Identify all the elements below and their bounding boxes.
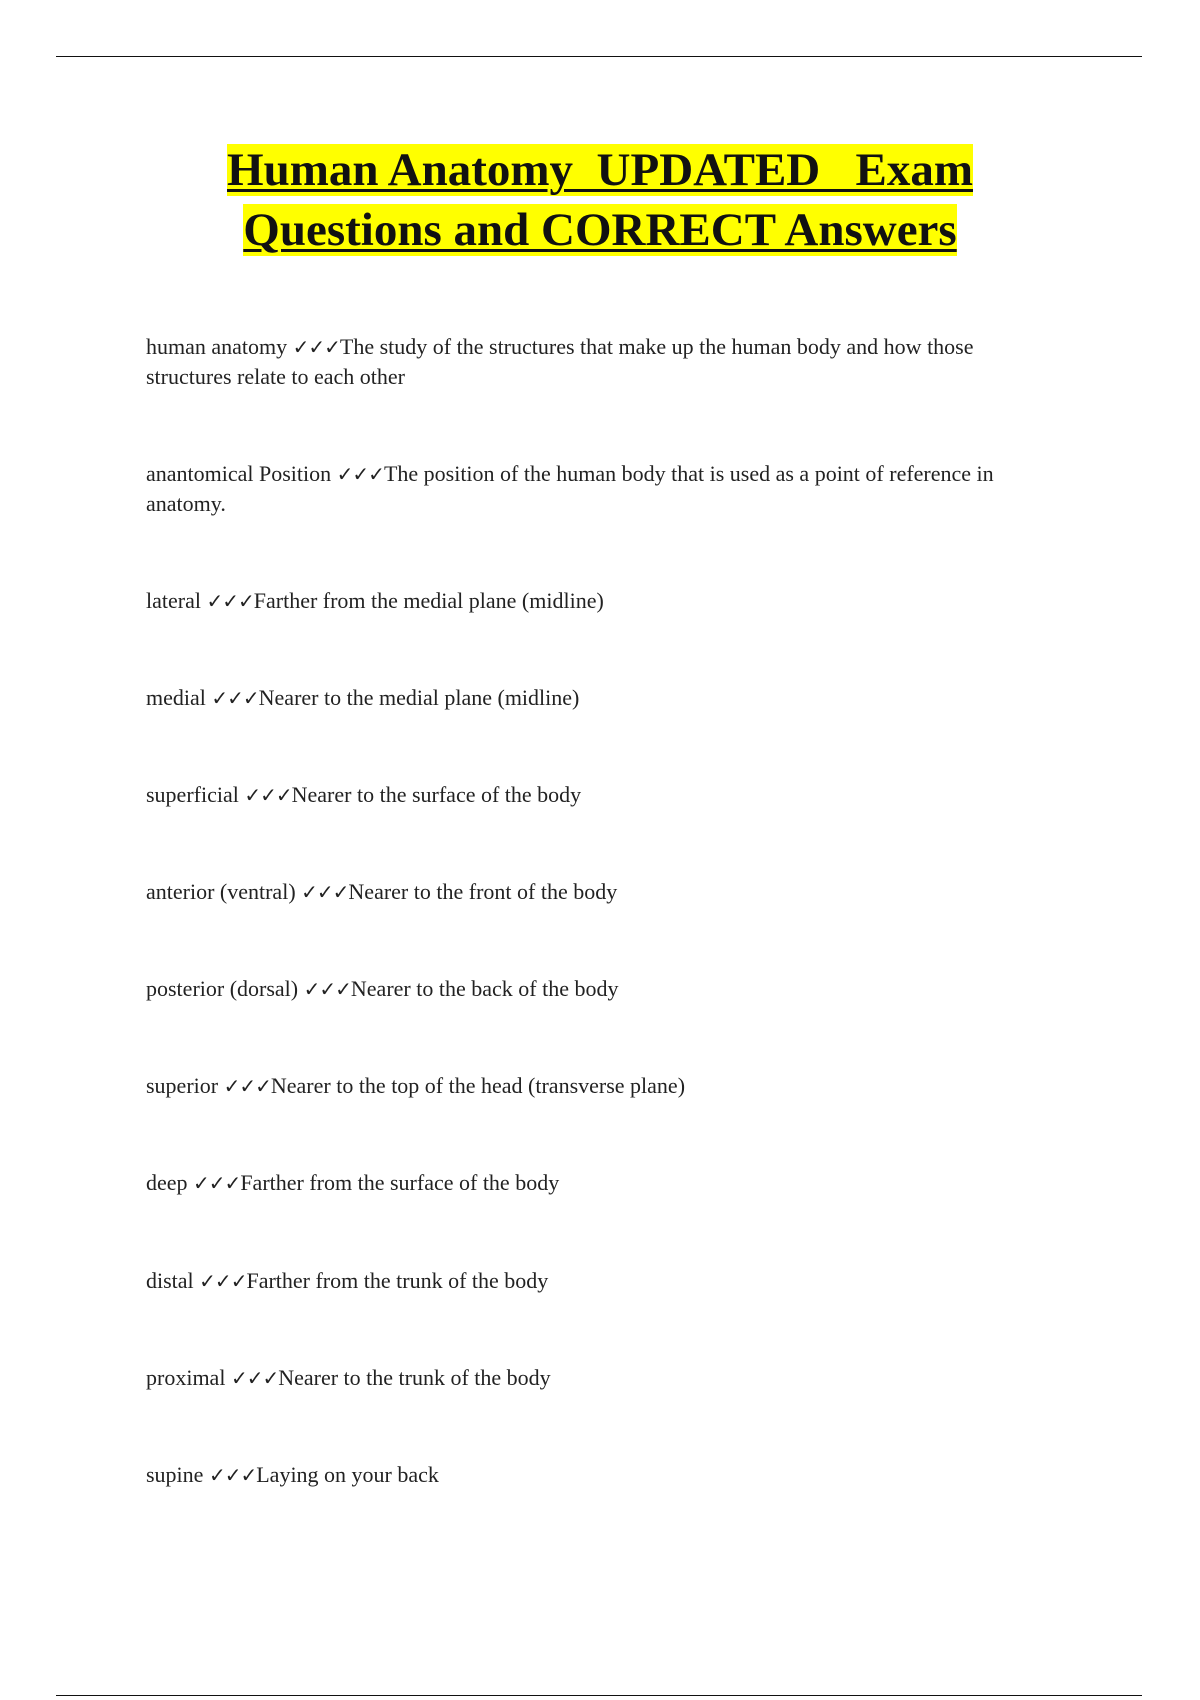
glossary-entry [146,1266,1026,1296]
entry-definition: Nearer to the surface of the body [291,782,582,807]
glossary-entry [146,332,1026,392]
check-marks-icon: ✓✓✓ [336,462,384,486]
entry-term: superior [146,1073,224,1098]
entry-definition: Laying on your back [256,1462,439,1487]
glossary-entry [146,1363,1026,1393]
entry-definition: Farther from the surface of the body [240,1170,560,1195]
entry-term: proximal [146,1365,231,1390]
glossary-entry [146,459,1026,519]
glossary-entry [146,683,1026,713]
glossary-entry [146,780,1026,810]
entry-definition: The position of the human body that is used as a point of reference in anatomy. [146,461,1000,516]
check-marks-icon: ✓✓✓ [211,686,259,710]
glossary-entry [146,586,1026,616]
check-marks-icon: ✓✓✓ [206,589,254,613]
entry-term: superficial [146,782,245,807]
entry-definition: Nearer to the back of the body [350,976,619,1001]
entry-term: supine [146,1462,209,1487]
entry-term: deep [146,1170,194,1195]
check-marks-icon: ✓✓✓ [301,880,349,904]
entry-definition: The study of the structures that make up the human body and how those structures relate to each other [146,334,980,389]
entry-term: human anatomy [146,334,293,359]
title-line-2: Questions and CORRECT Answers [243,204,957,256]
header-rule [56,56,1142,57]
entry-definition: Farther from the medial plane (midline) [253,588,604,613]
entry-term: medial [146,685,212,710]
entry-term: anterior (ventral) [146,879,302,904]
glossary-entry [146,1071,1026,1101]
entry-definition: Nearer to the trunk of the body [278,1365,551,1390]
entry-term: anantomical Position [146,461,337,486]
check-marks-icon: ✓✓✓ [244,783,292,807]
glossary-entry [146,1460,1026,1490]
check-marks-icon: ✓✓✓ [292,335,340,359]
glossary-entry [146,974,1026,1004]
check-marks-icon: ✓✓✓ [230,1366,279,1390]
entry-definition: Nearer to the top of the head (transverse plane) [270,1073,686,1098]
glossary-entry [146,877,1026,907]
check-marks-icon: ✓✓✓ [208,1463,257,1487]
title-line-1: Human Anatomy UPDATED Exam [227,144,973,196]
check-marks-icon: ✓✓✓ [199,1269,247,1293]
check-marks-icon: ✓✓✓ [223,1074,271,1098]
check-marks-icon: ✓✓✓ [193,1171,241,1195]
check-marks-icon: ✓✓✓ [303,977,351,1001]
entry-definition: Nearer to the front of the body [348,879,618,904]
glossary-entry [146,1168,1026,1198]
entry-term: lateral [146,588,207,613]
footer-rule [56,1695,1142,1696]
entry-definition: Farther from the trunk of the body [246,1268,549,1293]
document-title [0,140,1200,260]
entry-term: distal [146,1268,200,1293]
entry-term: posterior (dorsal) [146,976,304,1001]
entry-definition: Nearer to the medial plane (midline) [258,685,580,710]
